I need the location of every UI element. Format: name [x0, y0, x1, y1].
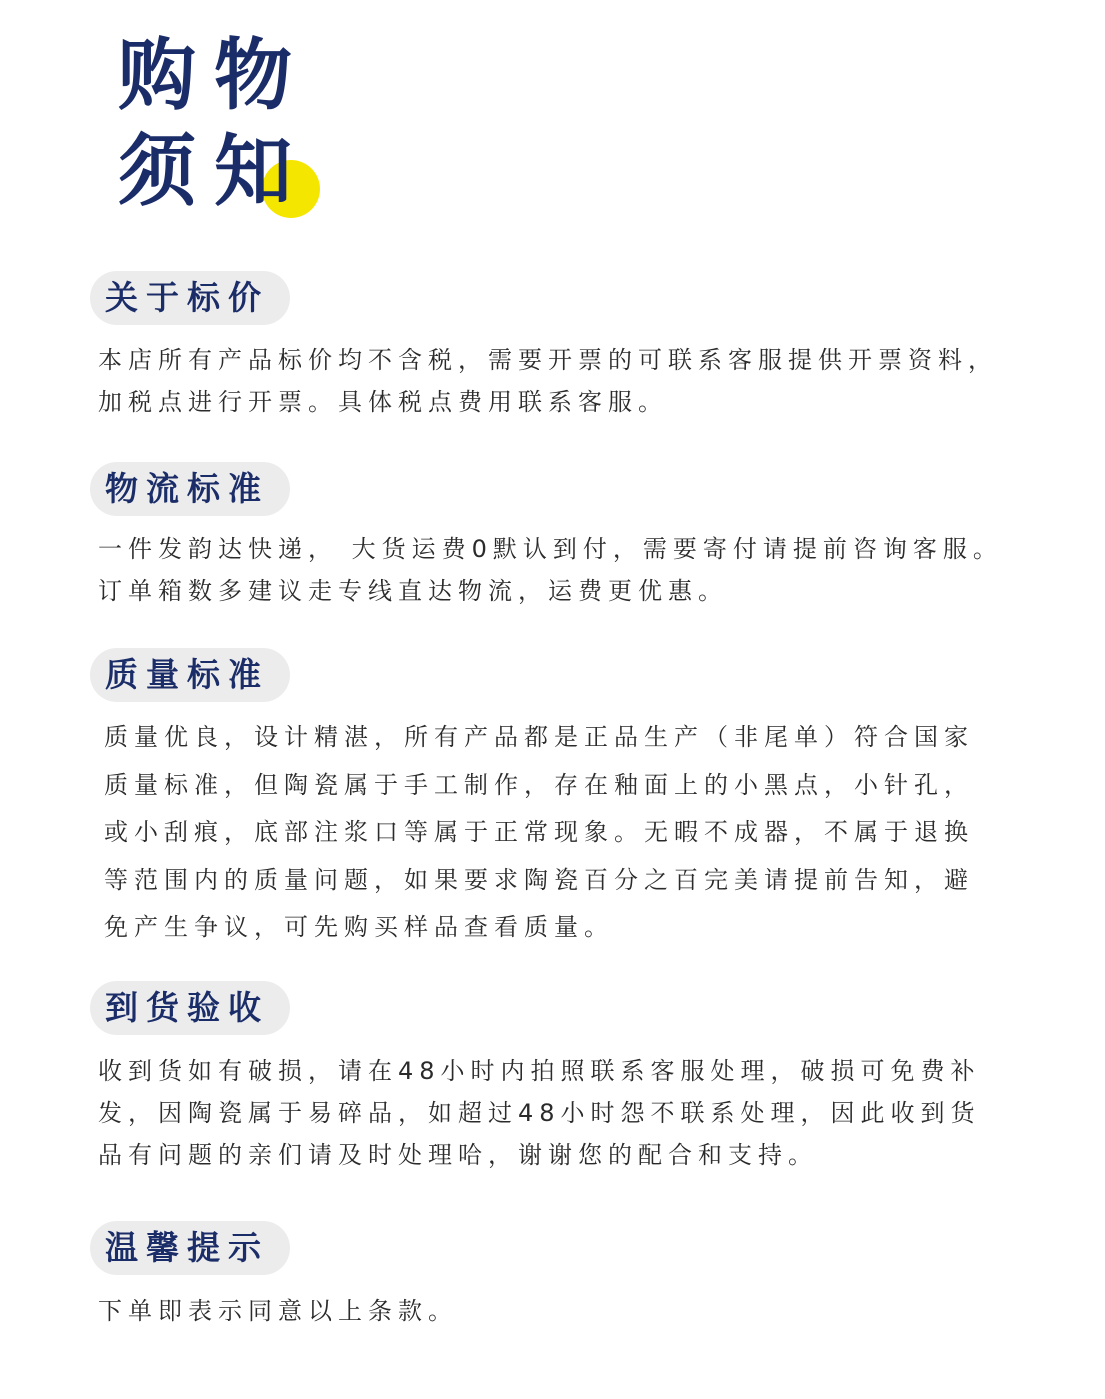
- section-body: [98, 1050, 1058, 1176]
- body-line: 本店所有产品标价均不含税，需要开票的可联系客服提供开票资料，: [98, 346, 998, 374]
- section-body: [104, 714, 1064, 952]
- section-heading: 质量标准: [105, 655, 269, 694]
- section-heading: 到货验收: [105, 988, 269, 1027]
- body-line: 质量优良，设计精湛，所有产品都是正品生产（非尾单）符合国家: [104, 723, 974, 751]
- body-line: 等范围内的质量问题，如果要求陶瓷百分之百完美请提前告知，避: [104, 865, 974, 894]
- page-title: [118, 28, 358, 228]
- body-line: 加税点进行开票。具体税点费用联系客服。: [98, 388, 668, 416]
- body-line: 或小刮痕，底部注浆口等属于正常现象。无暇不成器，不属于退换: [104, 818, 974, 846]
- body-line: 发，因陶瓷属于易碎品，如超过48小时怨不联系处理，因此收到货: [98, 1099, 981, 1127]
- section-body: [98, 528, 1058, 612]
- body-line: 一件发韵达快递， 大货运费0默认到付，需要寄付请提前咨询客服。: [98, 535, 1003, 563]
- body-line: 免产生争议，可先购买样品查看质量。: [104, 913, 614, 941]
- body-line: 品有问题的亲们请及时处理哈，谢谢您的配合和支持。: [98, 1141, 818, 1169]
- title-line-1: 购物: [118, 31, 311, 121]
- section-heading: 关于标价: [105, 278, 269, 317]
- section-heading: 温馨提示: [105, 1228, 269, 1267]
- body-line: 订单箱数多建议走专线直达物流，运费更优惠。: [98, 577, 728, 605]
- body-line: 质量标准，但陶瓷属于手工制作，存在釉面上的小黑点，小针孔，: [104, 770, 974, 799]
- title-line-2: 须知: [118, 127, 311, 217]
- section-heading: 物流标准: [105, 469, 269, 508]
- body-line: 收到货如有破损，请在48小时内拍照联系客服处理，破损可免费补: [98, 1057, 981, 1085]
- section-body: [98, 1290, 1058, 1332]
- section-body: [98, 339, 1058, 423]
- body-line: 下单即表示同意以上条款。: [98, 1297, 458, 1325]
